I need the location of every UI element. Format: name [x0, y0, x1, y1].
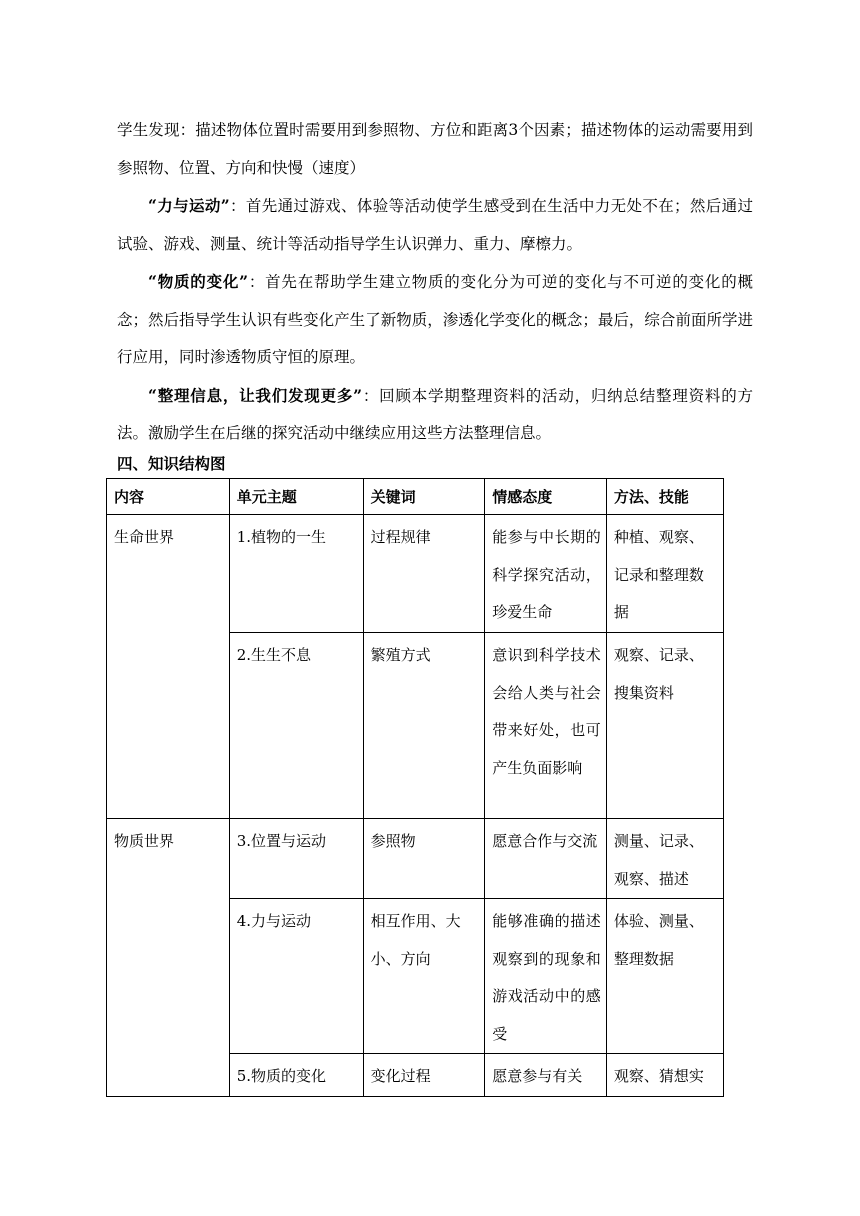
paragraph-text: ：首先通过游戏、体验等活动使学生感受到在生活中力无处不在；然后通过试验、游戏、测量、统计等活动指导学生认识弹力、重力、摩檫力。 [117, 197, 753, 253]
attitude-cell: 愿意合作与交流 [485, 819, 607, 899]
table-row [107, 515, 724, 633]
table-header-row [107, 479, 724, 515]
content-cell-continued [107, 899, 230, 1054]
attitude-cell: 能够准确的描述观察到的现象和游戏活动中的感受 [485, 899, 607, 1054]
keyword-cell: 参照物 [363, 819, 485, 899]
method-cell: 体验、测量、整理数据 [606, 899, 723, 1054]
header-method-skill: 方法、技能 [606, 479, 723, 515]
content-cell-continued [107, 1054, 230, 1097]
section-heading: 四、知识结构图 [117, 454, 226, 473]
keyword-cell: 繁殖方式 [363, 633, 485, 819]
paragraph-text: ：首先在帮助学生建立物质的变化分为可逆的变化与不可逆的变化的概念；然后指导学生认识有些变化产生了新物质，渗透化学变化的概念；最后，综合前面所学进行应用，同时渗透物质守恒的原理。 [117, 273, 753, 366]
header-content: 内容 [107, 479, 230, 515]
header-unit-theme: 单元主题 [229, 479, 363, 515]
keyword-cell: 过程规律 [363, 515, 485, 633]
unit-cell: 2.生生不息 [229, 633, 363, 819]
attitude-cell: 愿意参与有关 [485, 1054, 607, 1097]
paragraph-location-motion [117, 112, 753, 187]
unit-cell: 3.位置与运动 [229, 819, 363, 899]
unit-cell: 4.力与运动 [229, 899, 363, 1054]
header-attitude: 情感态度 [485, 479, 607, 515]
header-keyword: 关键词 [363, 479, 485, 515]
paragraph-text: ：回顾本学期整理资料的活动，归纳总结整理资料的方法。激励学生在后继的探究活动中继续应用这些方法整理信息。 [117, 386, 753, 442]
method-cell: 观察、猜想实 [606, 1054, 723, 1097]
unit-cell: 1.植物的一生 [229, 515, 363, 633]
table-row [107, 899, 724, 1054]
knowledge-structure-table [106, 478, 724, 1097]
paragraph-lead: “物质的变化” [148, 272, 249, 291]
paragraph-material-change [117, 263, 753, 377]
content-cell: 生命世界 [107, 515, 230, 633]
paragraph-lead: “整理信息，让我们发现更多” [148, 385, 363, 405]
paragraph-organize-info [117, 377, 753, 453]
keyword-cell: 相互作用、大小、方向 [363, 899, 485, 1054]
keyword-cell: 变化过程 [363, 1054, 485, 1097]
paragraph-text: 学生发现：描述物体位置时需要用到参照物、方位和距离3个因素；描述物体的运动需要用到参照物、位置、方向和快慢（速度） [117, 121, 753, 177]
table-row [107, 1054, 724, 1097]
method-cell: 观察、记录、搜集资料 [606, 633, 723, 819]
table-row [107, 819, 724, 899]
content-cell: 物质世界 [107, 819, 230, 899]
paragraph-force-motion [117, 187, 753, 263]
method-cell: 种植、观察、记录和整理数据 [606, 515, 723, 633]
paragraph-lead: “力与运动” [148, 196, 230, 215]
unit-cell: 5.物质的变化 [229, 1054, 363, 1097]
method-cell: 测量、记录、观察、描述 [606, 819, 723, 899]
body-text [117, 112, 753, 453]
attitude-cell: 能参与中长期的科学探究活动，珍爱生命 [485, 515, 607, 633]
attitude-cell: 意识到科学技术会给人类与社会带来好处，也可产生负面影响 [485, 633, 607, 819]
content-cell-continued [107, 633, 230, 819]
table-row [107, 633, 724, 819]
